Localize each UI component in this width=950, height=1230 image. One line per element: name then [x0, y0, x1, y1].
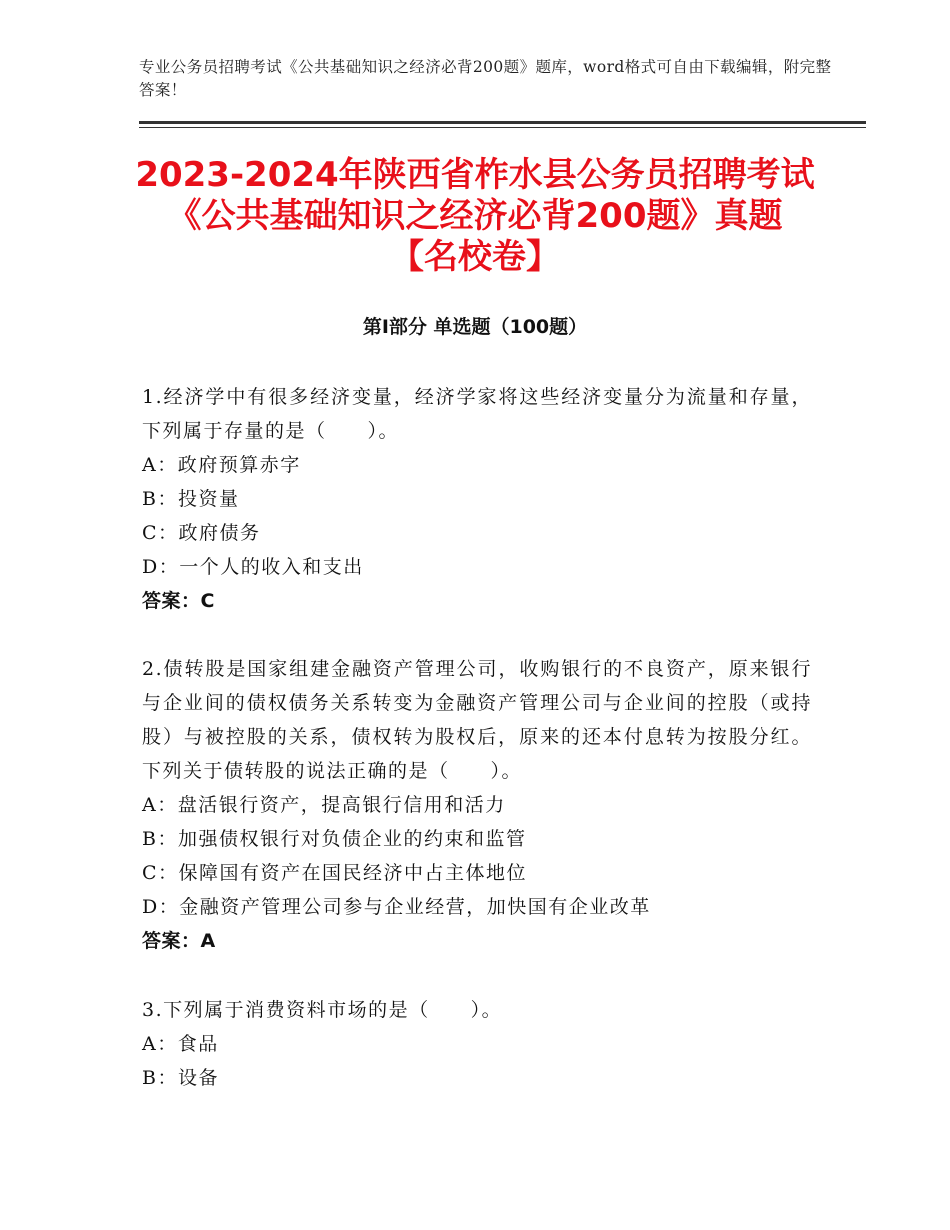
document-title-line-2: 《公共基础知识之经济必背200题》真题 [167, 196, 783, 236]
answer-line: 答案：A [142, 930, 216, 952]
section-title: 第Ⅰ部分 单选题（100题） [362, 316, 588, 338]
question-stem: 3.下列属于消费资料市场的是（ ）。 [142, 999, 503, 1021]
question-stem: 2.债转股是国家组建金融资产管理公司，收购银行的不良资产，原来银行与企业间的债权债务关系转变为金融资产管理公司与企业间的控股（或持股）与被控股的关系，债权转为股权后，原来的还本付息转为按股分红。下列关于债转股的说法正确的是（ ）。 [142, 658, 812, 782]
header-divider-thick [139, 121, 866, 124]
document-title-line-3: 【名校卷】 [390, 237, 560, 277]
question-stem: 1.经济学中有很多经济变量，经济学家将这些经济变量分为流量和存量，下列属于存量的是（ ）。 [142, 386, 812, 442]
document-title [100, 155, 850, 278]
option-d: D：金融资产管理公司参与企业经营，加快国有企业改革 [142, 896, 651, 918]
option-b: B：设备 [142, 1067, 219, 1089]
question-3 [142, 993, 812, 1095]
option-d: D：一个人的收入和支出 [142, 556, 364, 578]
option-b: B：加强债权银行对负债企业的约束和监管 [142, 828, 527, 850]
header-note: 专业公务员招聘考试《公共基础知识之经济必背200题》题库，word格式可自由下载编辑，附完整答案！ [139, 58, 832, 99]
question-2 [142, 652, 812, 958]
document-title-line-1: 2023-2024年陕西省柞水县公务员招聘考试 [135, 155, 815, 195]
option-b: B：投资量 [142, 488, 240, 510]
question-1 [142, 380, 812, 618]
option-a: A：政府预算赤字 [142, 454, 301, 476]
option-a: A：盘活银行资产，提高银行信用和活力 [142, 794, 506, 816]
answer-line: 答案：C [142, 590, 215, 612]
option-c: C：政府债务 [142, 522, 261, 544]
header-divider-thin [139, 127, 866, 128]
option-c: C：保障国有资产在国民经济中占主体地位 [142, 862, 528, 884]
option-a: A：食品 [142, 1033, 219, 1055]
